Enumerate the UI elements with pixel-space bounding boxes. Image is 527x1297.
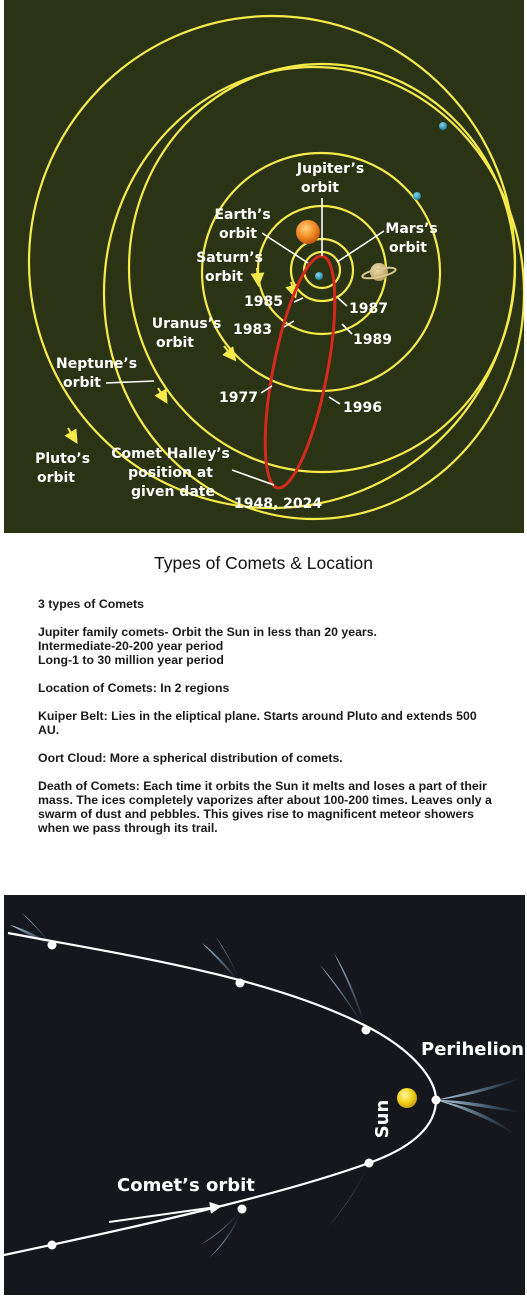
date-label-1996: 1996	[343, 400, 382, 416]
earth-orbit-label: Earth’s orbit	[214, 207, 271, 242]
types-heading: 3 types of Comets	[38, 597, 144, 611]
comet-background	[4, 895, 525, 1295]
oort-cloud-text: Oort Cloud: More a spherical distribution of comets.	[38, 751, 343, 765]
date-label-1989: 1989	[353, 332, 392, 348]
location-text: Location of Comets: In 2 regions	[38, 681, 230, 695]
death-of-comets-text: Death of Comets: Each time it orbits the Sun it melts and loses a part of their mass. The ices completely vaporizes after about 100-200 times. Leaves only a swarm of dust and pebbles. This gives rise to magnificent meteor showers when we pass through its trail.	[38, 779, 492, 835]
comet-orbit-label: Comet’s orbit	[117, 1175, 255, 1196]
earth-planet	[315, 272, 323, 280]
comet-orbit-diagram	[4, 895, 525, 1295]
jupiter-orbit-label: Jupiter’s orbit	[296, 161, 365, 196]
comet-notes	[38, 597, 498, 849]
type-jupiter-family: Jupiter family comets- Orbit the Sun in less than 20 years.	[38, 625, 377, 639]
date-label-1948-2024: 1948, 2024	[234, 496, 323, 512]
neptune-orbit-label: Neptune’s orbit	[56, 356, 138, 391]
saturn-orbit-label: Saturn’s orbit	[196, 250, 263, 285]
uranus-orbit-label: Uranus’s orbit	[151, 316, 222, 351]
orbit-diagram	[4, 0, 524, 533]
perihelion-label: Perihelion	[421, 1039, 524, 1060]
sun	[296, 220, 320, 244]
type-intermediate: Intermediate-20-200 year period	[38, 639, 224, 653]
type-long: Long-1 to 30 million year period	[38, 653, 224, 667]
comet-info-section	[0, 533, 527, 895]
saturn-orbit-arrow	[257, 268, 258, 280]
halley-position-label: Comet Halley’s position at given date	[111, 446, 230, 500]
pluto-orbit-label: Pluto’s orbit	[35, 451, 91, 486]
date-label-1985: 1985	[244, 294, 283, 310]
mars-orbit-label: Mars’s orbit	[385, 221, 438, 256]
date-label-1977: 1977	[219, 390, 258, 406]
sun-label: Sun	[372, 1099, 393, 1139]
date-label-1983: 1983	[233, 322, 272, 338]
section-title: Types of Comets & Location	[154, 553, 373, 573]
sun	[397, 1088, 417, 1108]
kuiper-belt-text: Kuiper Belt: Lies in the eliptical plane. Starts around Pluto and extends 500 AU.	[38, 709, 477, 737]
neptune-planet	[439, 122, 447, 130]
uranus-planet	[413, 192, 421, 200]
date-label-1987: 1987	[349, 301, 388, 317]
